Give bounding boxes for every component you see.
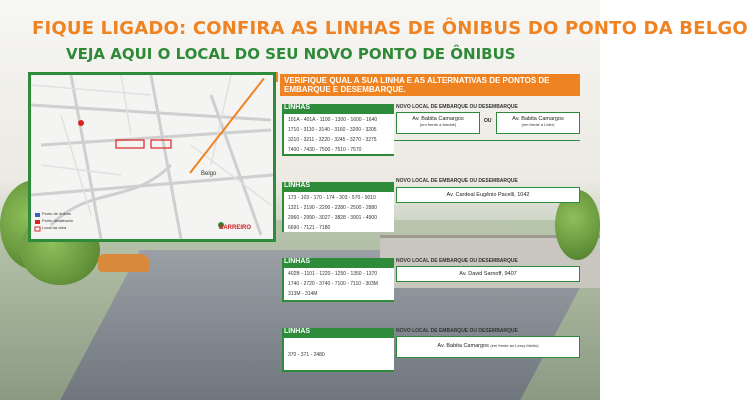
- route-code-row: 1710 - 3110 - 3140 - 3160 - 3200 - 3205: [288, 127, 377, 133]
- car: [98, 254, 150, 272]
- location-header: NOVO LOCAL DE EMBARQUE OU DESEMBARQUE: [396, 178, 518, 184]
- route-code-row: 1740 - 2720 - 3740 - 7100 - 7110 - 303M: [288, 281, 378, 287]
- route-code-row: 3210 - 3211 - 3220 - 3245 - 3270 - 3275: [288, 137, 377, 143]
- location-note: (em frente a Lider): [521, 122, 555, 127]
- route-panel: [282, 258, 394, 302]
- route-code-row: 402B - 1101 - 1220 - 1250 - 1350 - 1370: [288, 271, 378, 277]
- route-codes: [284, 338, 394, 370]
- map-legend-item: Ponto desativado: [42, 218, 73, 223]
- divider: [394, 140, 580, 141]
- map-label-barreiro: BARREIRO: [219, 225, 252, 231]
- location-box: [396, 187, 580, 203]
- lines-label: LINHAS: [284, 104, 311, 111]
- map-legend-item: Ponto de ônibus: [42, 211, 71, 216]
- route-code-row: 173 - 103 - 170 - 174 - 303 - 570 - 9010: [288, 195, 376, 201]
- location-name: Av. David Sarnoff, 9407: [459, 271, 517, 277]
- location-box: [396, 112, 480, 134]
- lines-label: LINHAS: [284, 258, 311, 265]
- lines-label: LINHAS: [284, 182, 311, 189]
- map-legend-item: Local da obra: [42, 225, 67, 230]
- route-code-row: 2960 - 2990 - 3027 - 3828 - 3901 - 4900: [288, 215, 377, 221]
- route-codes: [284, 192, 394, 232]
- location-name: Av. Babita Camargos: [512, 116, 564, 122]
- page-subtitle: VEJA AQUI O LOCAL DO SEU NOVO PONTO DE ÔNIBUS: [66, 45, 516, 63]
- route-code-row: 313M - 314M: [288, 291, 318, 297]
- callout-banner: VERIFIQUE QUAL A SUA LINHA E AS ALTERNATIVAS DE PONTOS DE EMBARQUE E DESEMBARQUE.: [280, 74, 580, 96]
- route-codes: [284, 268, 394, 300]
- page-title: FIQUE LIGADO: CONFIRA AS LINHAS DE ÔNIBUS DO PONTO DA BELGO: [32, 18, 748, 39]
- route-code-row: 101A - 401A - 1100 - 1300 - 1600 - 1640: [288, 117, 378, 123]
- or-label: OU: [484, 118, 492, 124]
- location-name: Av. Babita Camargos: [437, 343, 489, 349]
- route-code-row: 6690 - 7121 - 7180: [288, 225, 331, 231]
- location-box: [496, 112, 580, 134]
- location-box: [396, 336, 580, 358]
- location-name: Av. Cardeal Eugênio Pacelli, 1042: [446, 192, 530, 198]
- connector-line: [276, 72, 278, 82]
- location-note: (em frente ao Leroy Merlin): [490, 343, 539, 348]
- lines-label: LINHAS: [284, 328, 311, 335]
- location-header: NOVO LOCAL DE EMBARQUE OU DESEMBARQUE: [396, 258, 518, 264]
- route-codes: [284, 114, 394, 154]
- map[interactable]: [28, 72, 276, 242]
- location-header: NOVO LOCAL DE EMBARQUE OU DESEMBARQUE: [396, 328, 518, 334]
- location-box: [396, 266, 580, 282]
- route-code-row: 7400 - 7430 - 7500 - 7510 - 7570: [288, 147, 362, 153]
- route-code-row: 1321 - 2190 - 2200 - 2280 - 2500 - 2880: [288, 205, 377, 211]
- route-code-row: 370 - 371 - 2480: [288, 352, 325, 358]
- route-panel: [282, 104, 394, 156]
- route-panel: [282, 328, 394, 372]
- sky: [0, 0, 600, 80]
- location-note: (em frente a Itarubê): [419, 122, 457, 127]
- map-label-belgo: Belgo: [201, 171, 217, 177]
- location-name: Av. Babita Camargos: [412, 116, 464, 122]
- location-header: NOVO LOCAL DE EMBARQUE OU DESEMBARQUE: [396, 104, 518, 110]
- route-panel: [282, 182, 394, 232]
